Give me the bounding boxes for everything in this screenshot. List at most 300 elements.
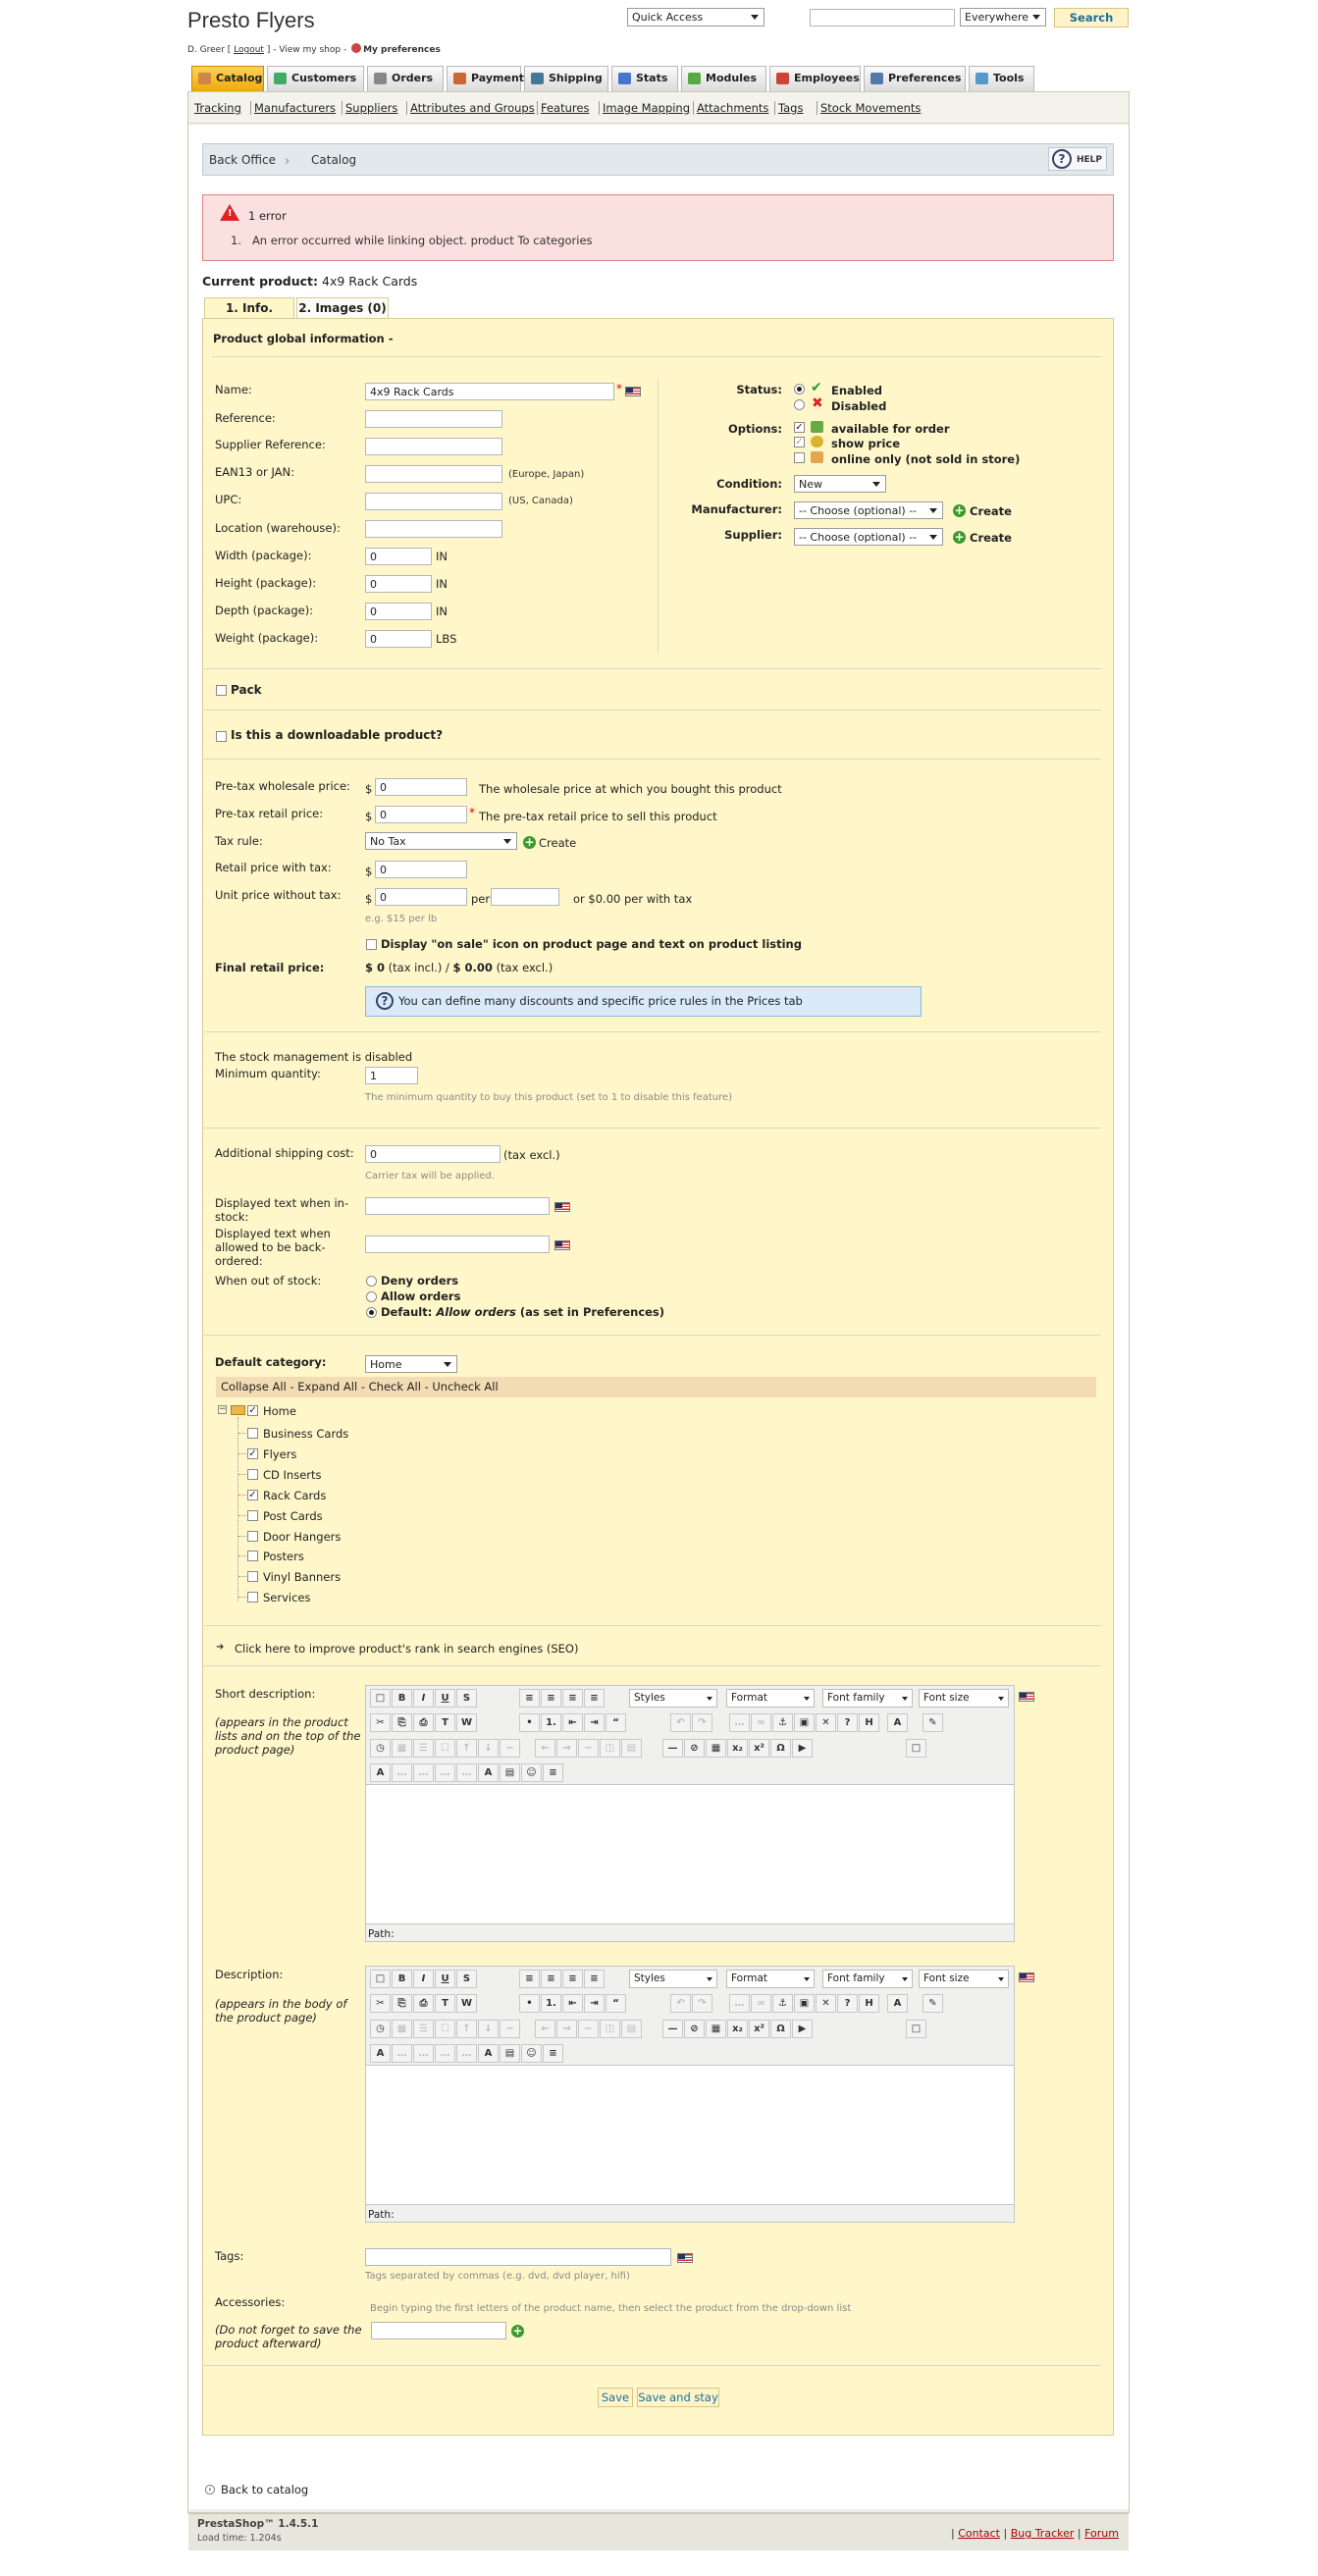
width-label: Width (package): <box>215 549 312 562</box>
cleanup-icon[interactable]: ✕ <box>816 1713 836 1732</box>
col-after-icon[interactable]: → <box>556 1739 577 1758</box>
table-icon[interactable]: ▦ <box>392 2020 412 2038</box>
back-to-catalog-link[interactable]: Back to catalog <box>221 2483 309 2497</box>
paste-word-icon[interactable]: W <box>456 1713 477 1732</box>
align-right-icon[interactable]: ≡ <box>562 1970 583 1988</box>
manufacturer-select[interactable]: -- Choose (optional) -- <box>794 501 943 519</box>
ean-label: EAN13 or JAN: <box>215 465 294 479</box>
tab-preferences-label: Preferences <box>888 72 962 84</box>
blockquote-icon[interactable]: “ <box>606 1713 626 1732</box>
shop-name: Presto Flyers <box>187 8 315 32</box>
fullscreen-icon[interactable]: □ <box>906 1739 926 1758</box>
subscript-icon[interactable]: x₂ <box>727 1739 748 1758</box>
pack-checkbox[interactable] <box>216 685 227 696</box>
attribs-icon[interactable]: ▤ <box>500 1763 520 1782</box>
add-manufacturer-icon[interactable]: + <box>954 503 965 517</box>
add-supplier-icon[interactable]: + <box>954 530 965 544</box>
category-services-label: Services <box>263 1591 311 1605</box>
available-checkbox[interactable]: ✓ <box>795 422 804 433</box>
supplier-reference-label: Supplier Reference: <box>215 438 326 451</box>
payment-icon <box>453 73 466 84</box>
merge-cells-icon[interactable]: ▤ <box>621 2020 642 2038</box>
numbered-list-icon[interactable]: 1. <box>541 1713 561 1732</box>
category-door-hangers-label: Door Hangers <box>263 1529 342 1544</box>
attribs-icon[interactable]: ▤ <box>500 2044 520 2063</box>
paste-icon[interactable]: ⎙ <box>413 1713 434 1732</box>
align-right-icon[interactable]: ≡ <box>562 1689 583 1708</box>
cite-icon[interactable]: … <box>392 1763 412 1782</box>
category-home-checkbox[interactable]: ✓ <box>248 1405 257 1416</box>
outdent-icon[interactable]: ⇤ <box>562 1713 583 1732</box>
accessories-label: Accessories: <box>215 2295 286 2309</box>
in-stock-text-field[interactable] <box>365 1197 550 1215</box>
cut-icon[interactable]: ✂ <box>370 1713 391 1732</box>
fullscreen-icon[interactable]: □ <box>906 2020 926 2038</box>
visual-aid-icon[interactable]: ▦ <box>706 1739 726 1758</box>
error-message: 1. An error occurred while linking object. product To categories <box>231 234 593 247</box>
view-shop-link[interactable]: View my shop <box>279 45 342 55</box>
subnav-suppliers[interactable]: Suppliers <box>345 101 398 115</box>
user-name: D. Greer <box>187 45 225 55</box>
allow-orders-label: Allow orders <box>381 1289 461 1303</box>
category-door-hangers-checkbox[interactable] <box>247 1531 258 1542</box>
stock-disabled-text: The stock management is disabled <box>215 1050 413 1064</box>
cross-icon: ✖ <box>812 395 823 411</box>
numbered-list-icon[interactable]: 1. <box>541 1994 561 2013</box>
html-icon[interactable]: H <box>859 1994 879 2013</box>
blockquote-icon[interactable]: “ <box>606 1994 626 2013</box>
del-icon[interactable]: … <box>456 1763 477 1782</box>
undo-icon[interactable]: ↶ <box>670 1994 691 2013</box>
help-icon[interactable]: ? <box>837 1994 858 2013</box>
depth-field[interactable]: 0 <box>365 603 432 620</box>
char-map-icon[interactable]: Ω <box>770 1739 791 1758</box>
superscript-icon[interactable]: x² <box>749 2020 769 2038</box>
quick-access-select[interactable]: Quick Access <box>627 8 764 26</box>
collapse-icon[interactable]: − <box>219 1404 227 1414</box>
category-business-cards-checkbox[interactable] <box>247 1428 258 1439</box>
width-unit: IN <box>436 550 448 563</box>
subscript-icon[interactable]: x₂ <box>727 2020 748 2038</box>
supplier-reference-field[interactable] <box>365 438 502 455</box>
justify-icon[interactable]: ≡ <box>584 1970 605 1988</box>
tab-payment[interactable] <box>447 66 525 91</box>
us-flag-icon[interactable] <box>1019 1692 1034 1702</box>
upc-field[interactable] <box>365 493 502 510</box>
wholesale-price-field[interactable]: 0 <box>375 778 467 796</box>
outdent-icon[interactable]: ⇤ <box>562 1994 583 2013</box>
ins-icon[interactable]: A <box>478 1763 499 1782</box>
align-center-icon[interactable]: ≡ <box>541 1689 561 1708</box>
insert-time-icon[interactable]: ◷ <box>370 1739 391 1758</box>
retail-hint: The pre-tax retail price to sell this product <box>479 810 717 823</box>
category-cd-inserts-label: CD Inserts <box>263 1467 322 1482</box>
col-before-icon[interactable]: ← <box>535 2020 555 2038</box>
row-after-icon[interactable]: ↓ <box>478 1739 499 1758</box>
online-only-checkbox[interactable] <box>794 452 805 463</box>
tab-catalog-label: Catalog <box>216 72 263 84</box>
highlight-icon[interactable]: ✎ <box>923 1994 943 2013</box>
allow-orders-radio[interactable] <box>366 1291 377 1302</box>
seo-link[interactable]: Click here to improve product's rank in search engines (SEO) <box>235 1642 579 1656</box>
cart-icon <box>811 421 823 433</box>
link-icon[interactable]: ∞ <box>751 1713 771 1732</box>
subnav-image-mapping[interactable]: Image Mapping <box>603 101 691 115</box>
per-label: per <box>471 892 491 906</box>
tab-stats[interactable] <box>611 66 678 91</box>
employees-icon <box>776 73 789 84</box>
backorder-text-field[interactable] <box>365 1235 550 1253</box>
strikethrough-icon[interactable]: S <box>456 1689 477 1708</box>
link-icon[interactable]: ∞ <box>751 1994 771 2013</box>
tools-icon <box>975 73 988 84</box>
search-input[interactable] <box>810 9 955 26</box>
deny-orders-radio[interactable] <box>366 1276 377 1287</box>
media-icon[interactable]: ▶ <box>792 2020 813 2038</box>
font-family-select[interactable]: Font family <box>822 1970 913 1988</box>
retail-label: Pre-tax retail price: <box>215 807 324 820</box>
save-and-stay-button[interactable]: Save and stay <box>637 2388 719 2407</box>
bold-icon[interactable]: B <box>392 1689 412 1708</box>
downloadable-checkbox[interactable] <box>216 731 227 742</box>
preferences-icon <box>351 43 361 53</box>
category-posters-label: Posters <box>263 1550 304 1564</box>
logout-link[interactable]: Logout <box>234 45 264 55</box>
weight-unit: LBS <box>436 632 457 646</box>
indent-icon[interactable]: ⇥ <box>584 1713 605 1732</box>
status-disabled-label: Disabled <box>831 399 887 413</box>
redo-icon[interactable]: ↷ <box>692 1713 712 1732</box>
category-business-cards-label: Business Cards <box>263 1427 349 1441</box>
description-sub: (appears in the body of the product page) <box>215 1997 347 2024</box>
tab-info[interactable]: 1. Info. <box>204 297 294 319</box>
styles-select[interactable]: Styles <box>629 1970 717 1988</box>
align-left-icon[interactable]: ≡ <box>519 1970 540 1988</box>
delete-col-icon[interactable]: − <box>578 1739 599 1758</box>
font-size-select[interactable]: Font size <box>919 1689 1009 1708</box>
char-map-icon[interactable]: Ω <box>770 2020 791 2038</box>
default-category-label: Default category: <box>215 1355 327 1369</box>
paste-text-icon[interactable]: T <box>435 1994 455 2013</box>
description-label: Description: <box>215 1968 284 1981</box>
default-orders-label: Default: Allow orders (as set in Preferences) <box>381 1305 665 1319</box>
save-button[interactable]: Save <box>598 2388 633 2407</box>
location-field[interactable] <box>365 520 502 538</box>
options-label: Options: <box>728 422 782 436</box>
tab-tools[interactable] <box>969 66 1034 91</box>
back-icon: ‹ <box>205 2485 215 2495</box>
subnav-tags[interactable]: Tags <box>778 101 804 115</box>
unit-tail: or $0.00 per with tax <box>573 892 693 906</box>
us-flag-icon[interactable] <box>1019 1972 1034 1982</box>
align-center-icon[interactable]: ≡ <box>541 1970 561 1988</box>
final-price-label: Final retail price: <box>215 961 325 974</box>
ean-hint: (Europe, Japan) <box>508 469 585 480</box>
image-icon[interactable]: ▣ <box>794 1994 815 2013</box>
category-rack-cards-checkbox[interactable]: ✓ <box>248 1489 257 1500</box>
tab-customers[interactable] <box>267 66 364 91</box>
tab-catalog[interactable] <box>191 66 264 91</box>
justify-icon[interactable]: ≡ <box>584 1689 605 1708</box>
bold-icon[interactable]: B <box>392 1970 412 1988</box>
footer-links: | Contact | Bug Tracker | Forum <box>951 2527 1119 2540</box>
redo-icon[interactable]: ↷ <box>692 1994 712 2013</box>
shipping-icon <box>531 73 544 84</box>
styleprops-icon[interactable]: A <box>370 2044 391 2063</box>
align-left-icon[interactable]: ≡ <box>519 1689 540 1708</box>
insert-time-icon[interactable]: ◷ <box>370 2020 391 2038</box>
col-after-icon[interactable]: → <box>556 2020 577 2038</box>
name-label: Name: <box>215 383 252 396</box>
search-button[interactable]: Search <box>1054 8 1129 27</box>
cell-props-icon[interactable]: ☐ <box>435 1739 455 1758</box>
category-flyers-checkbox[interactable]: ✓ <box>248 1447 257 1459</box>
tab-shipping[interactable] <box>524 66 608 91</box>
long-editor-body[interactable] <box>366 2065 1014 2205</box>
search-scope-select[interactable]: Everywhere <box>960 8 1046 26</box>
subnav-features[interactable]: Features <box>541 101 590 115</box>
forum-link[interactable]: Forum <box>1084 2527 1119 2540</box>
superscript-icon[interactable]: x² <box>749 1739 769 1758</box>
add-accessory-icon[interactable]: + <box>512 2324 523 2338</box>
status-enabled-radio[interactable] <box>794 384 805 394</box>
cell-props-icon[interactable]: ☐ <box>435 2020 455 2038</box>
show-price-checkbox[interactable]: ✓ <box>795 437 804 447</box>
short-description-label: Short description: <box>215 1687 316 1701</box>
paste-text-icon[interactable]: T <box>435 1713 455 1732</box>
available-label: available for order <box>831 422 950 436</box>
width-field[interactable]: 0 <box>365 548 432 565</box>
row-after-icon[interactable]: ↓ <box>478 2020 499 2038</box>
carrier-tax-hint: Carrier tax will be applied. <box>365 1171 495 1182</box>
tags-field[interactable] <box>365 2248 671 2266</box>
tax-rule-select[interactable]: No Tax <box>365 832 517 850</box>
abbr-icon[interactable]: … <box>413 2044 434 2063</box>
underline-icon[interactable]: U <box>435 1689 455 1708</box>
font-size-select[interactable]: Font size <box>919 1970 1009 1988</box>
delete-col-icon[interactable]: − <box>578 2020 599 2038</box>
tab-preferences[interactable] <box>864 66 966 91</box>
name-field[interactable]: 4x9 Rack Cards <box>365 383 614 400</box>
preferences-link[interactable]: My preferences <box>363 45 441 55</box>
min-qty-hint: The minimum quantity to buy this product (set to 1 to disable this feature) <box>365 1092 733 1103</box>
add-tax-rule-icon[interactable]: + <box>524 835 535 849</box>
min-qty-field[interactable]: 1 <box>365 1067 418 1084</box>
row-props-icon[interactable]: ☰ <box>413 1739 434 1758</box>
delete-row-icon[interactable]: − <box>500 1739 520 1758</box>
new-document-icon[interactable]: □ <box>370 1970 391 1988</box>
us-flag-icon[interactable] <box>554 1202 570 1212</box>
split-cells-icon[interactable]: ◫ <box>600 2020 620 2038</box>
default-category-select[interactable]: Home <box>365 1355 457 1373</box>
template-icon[interactable]: ≡ <box>543 1763 563 1782</box>
subnav-attributes-and-groups[interactable]: Attributes and Groups <box>410 101 535 115</box>
short-path: Path: <box>368 1928 395 1940</box>
retail-price-field[interactable]: 0 <box>375 806 467 823</box>
underline-icon[interactable]: U <box>435 1970 455 1988</box>
default-orders-radio[interactable] <box>366 1307 377 1318</box>
ean-field[interactable] <box>365 465 502 483</box>
html-icon[interactable]: H <box>859 1713 879 1732</box>
hr-icon[interactable]: — <box>662 1739 683 1758</box>
orders-icon <box>374 73 387 84</box>
final-price: $ 0 (tax incl.) / $ 0.00 (tax excl.) <box>365 961 554 974</box>
subnav-stock-movements[interactable]: Stock Movements <box>820 101 922 115</box>
depth-label: Depth (package): <box>215 604 314 617</box>
tab-shipping-label: Shipping <box>549 72 603 84</box>
section-title: Product global information - <box>213 332 394 345</box>
with-tax-field[interactable]: 0 <box>375 861 467 878</box>
in-stock-text-label: Displayed text when in-stock: <box>215 1196 349 1224</box>
footer-version: PrestaShop™ 1.4.5.1 <box>197 2518 319 2530</box>
contact-link[interactable]: Contact <box>958 2527 1000 2540</box>
category-cd-inserts-checkbox[interactable] <box>247 1469 258 1480</box>
anchor-icon[interactable]: ⚓ <box>772 1994 793 2013</box>
format-select[interactable]: Format <box>726 1970 815 1988</box>
row-before-icon[interactable]: ↑ <box>456 1739 477 1758</box>
tab-orders-label: Orders <box>392 72 434 84</box>
row-props-icon[interactable]: ☰ <box>413 2020 434 2038</box>
paste-word-icon[interactable]: W <box>456 1994 477 2013</box>
tab-tools-label: Tools <box>993 72 1025 84</box>
remove-format-icon[interactable]: ⊘ <box>684 2020 705 2038</box>
us-flag-icon[interactable] <box>625 387 641 396</box>
prices-info-text: You can define many discounts and specific price rules in the Prices tab <box>398 994 803 1008</box>
template-icon[interactable]: ≡ <box>543 2044 563 2063</box>
accessories-sub: (Do not forget to save the product afterward) <box>215 2323 362 2350</box>
show-price-label: show price <box>831 437 901 450</box>
acronym-icon[interactable]: … <box>435 2044 455 2063</box>
styles-select[interactable]: Styles <box>629 1689 717 1708</box>
tab-modules[interactable] <box>681 66 766 91</box>
create-tax-rule-link[interactable]: Create <box>539 836 577 850</box>
category-post-cards-checkbox[interactable] <box>247 1510 258 1521</box>
category-services-checkbox[interactable] <box>247 1592 258 1603</box>
location-label: Location (warehouse): <box>215 521 341 535</box>
cite-icon[interactable]: … <box>392 2044 412 2063</box>
media-icon[interactable]: ▶ <box>792 1739 813 1758</box>
subnav-manufacturers[interactable]: Manufacturers <box>254 101 337 115</box>
min-qty-label: Minimum quantity: <box>215 1067 321 1080</box>
font-family-select[interactable]: Font family <box>822 1689 913 1708</box>
breadcrumb-root[interactable]: Back Office <box>209 153 276 167</box>
on-sale-checkbox[interactable] <box>366 939 377 950</box>
paste-icon[interactable]: ⎙ <box>413 1994 434 2013</box>
reference-field[interactable] <box>365 410 502 428</box>
add-shipping-field[interactable]: 0 <box>365 1145 501 1163</box>
category-home-label: Home <box>263 1404 296 1418</box>
emotions-icon[interactable]: ☺ <box>521 2044 542 2063</box>
tab-employees[interactable] <box>769 66 861 91</box>
subnav-tracking[interactable]: Tracking <box>194 101 241 115</box>
abbr-icon[interactable]: … <box>413 1763 434 1782</box>
create-supplier-link[interactable]: Create <box>970 531 1012 545</box>
col-before-icon[interactable]: ← <box>535 1739 555 1758</box>
ins-icon[interactable]: A <box>478 2044 499 2063</box>
breadcrumb-current: Catalog <box>311 153 357 167</box>
strikethrough-icon[interactable]: S <box>456 1970 477 1988</box>
cleanup-icon[interactable]: ✕ <box>816 1994 836 2013</box>
online-only-label: online only (not sold in store) <box>831 452 1021 466</box>
visual-aid-icon[interactable]: ▦ <box>706 2020 726 2038</box>
tab-orders[interactable] <box>367 66 444 91</box>
tab-stats-label: Stats <box>636 72 668 84</box>
emotions-icon[interactable]: ☺ <box>521 1763 542 1782</box>
bullet-list-icon[interactable]: • <box>519 1994 540 2013</box>
del-icon[interactable]: … <box>456 2044 477 2063</box>
highlight-icon[interactable]: ✎ <box>923 1713 943 1732</box>
status-disabled-radio[interactable] <box>794 399 805 410</box>
height-label: Height (package): <box>215 576 317 590</box>
on-sale-label: Display "on sale" icon on product page and text on product listing <box>381 937 802 951</box>
tree-actions[interactable]: Collapse All - Expand All - Check All - Uncheck All <box>221 1380 499 1393</box>
unit-price-field[interactable]: 0 <box>375 888 467 906</box>
height-field[interactable]: 0 <box>365 575 432 593</box>
acronym-icon[interactable]: … <box>435 1763 455 1782</box>
subnav-attachments[interactable]: Attachments <box>697 101 769 115</box>
us-flag-icon[interactable] <box>677 2253 693 2263</box>
row-before-icon[interactable]: ↑ <box>456 2020 477 2038</box>
hr-icon[interactable]: — <box>662 2020 683 2038</box>
category-vinyl-banners-checkbox[interactable] <box>247 1571 258 1582</box>
status-enabled-label: Enabled <box>831 384 883 397</box>
new-document-icon[interactable]: □ <box>370 1689 391 1708</box>
unlink-icon[interactable]: … <box>729 1994 750 2013</box>
table-icon[interactable]: ▦ <box>392 1739 412 1758</box>
copy-icon[interactable]: ⎘ <box>392 1713 412 1732</box>
text-color-icon[interactable]: A <box>887 1713 908 1732</box>
indent-icon[interactable]: ⇥ <box>584 1994 605 2013</box>
create-manufacturer-link[interactable]: Create <box>970 504 1012 518</box>
bullet-list-icon[interactable]: • <box>519 1713 540 1732</box>
current-product <box>202 274 417 289</box>
undo-icon[interactable]: ↶ <box>670 1713 691 1732</box>
italic-icon[interactable]: I <box>413 1970 434 1988</box>
help-icon[interactable]: ? <box>837 1713 858 1732</box>
bug-tracker-link[interactable]: Bug Tracker <box>1010 2527 1075 2540</box>
unlink-icon[interactable]: … <box>729 1713 750 1732</box>
accessories-field[interactable] <box>371 2322 506 2339</box>
merge-cells-icon[interactable]: ▤ <box>621 1739 642 1758</box>
tab-images[interactable]: 2. Images (0) <box>296 297 389 319</box>
italic-icon[interactable]: I <box>413 1689 434 1708</box>
copy-icon[interactable]: ⎘ <box>392 1994 412 2013</box>
split-cells-icon[interactable]: ◫ <box>600 1739 620 1758</box>
weight-field[interactable]: 0 <box>365 630 432 648</box>
current-product-label: Current product: <box>202 274 319 289</box>
condition-label: Condition: <box>716 477 782 491</box>
supplier-select[interactable]: -- Choose (optional) -- <box>794 528 943 546</box>
category-posters-checkbox[interactable] <box>247 1551 258 1561</box>
styleprops-icon[interactable]: A <box>370 1763 391 1782</box>
remove-format-icon[interactable]: ⊘ <box>684 1739 705 1758</box>
user-bar: D. Greer [ Logout ] - View my shop - My preferences <box>187 45 441 55</box>
image-icon[interactable]: ▣ <box>794 1713 815 1732</box>
anchor-icon[interactable]: ⚓ <box>772 1713 793 1732</box>
wholesale-hint: The wholesale price at which you bought this product <box>479 782 782 796</box>
text-color-icon[interactable]: A <box>887 1994 908 2013</box>
unity-field[interactable] <box>491 888 559 906</box>
short-editor-body[interactable] <box>366 1784 1014 1924</box>
status-label: Status: <box>736 383 782 396</box>
delete-row-icon[interactable]: − <box>500 2020 520 2038</box>
upc-hint: (US, Canada) <box>508 496 573 506</box>
weight-label: Weight (package): <box>215 631 319 645</box>
us-flag-icon[interactable] <box>554 1240 570 1250</box>
condition-select[interactable]: New <box>794 475 886 493</box>
cut-icon[interactable]: ✂ <box>370 1994 391 2013</box>
format-select[interactable]: Format <box>726 1689 815 1708</box>
